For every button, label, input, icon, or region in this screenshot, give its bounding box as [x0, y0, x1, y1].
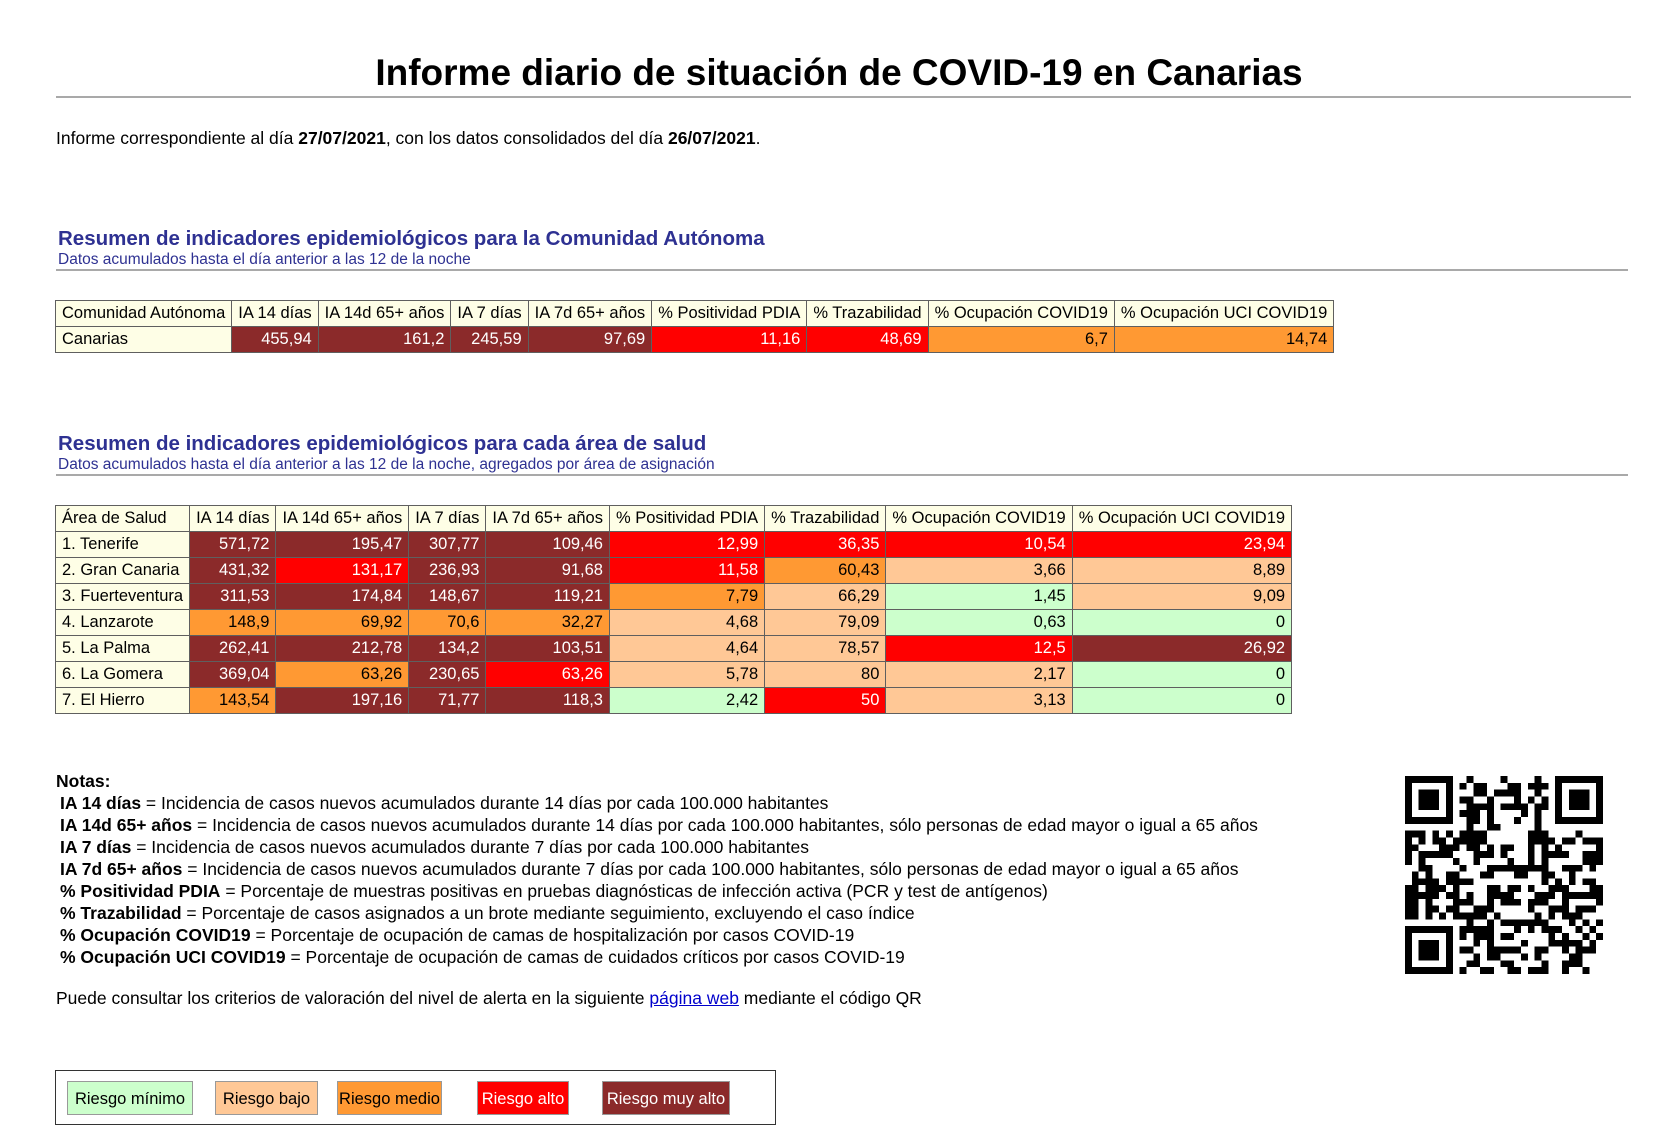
legend-item-low: Riesgo bajo	[215, 1081, 318, 1115]
value-cell: 63,26	[486, 662, 610, 688]
page-title: Informe diario de situación de COVID-19 en Canarias	[375, 52, 1303, 93]
value-cell: 0	[1072, 610, 1291, 636]
legend-item-very-high: Riesgo muy alto	[602, 1081, 730, 1115]
value-cell: 431,32	[190, 558, 276, 584]
value-cell: 455,94	[232, 327, 318, 353]
value-cell: 80	[765, 662, 886, 688]
value-cell: 0	[1072, 688, 1291, 714]
value-cell: 9,09	[1072, 584, 1291, 610]
value-cell: 63,26	[276, 662, 409, 688]
row-name-cell: 2. Gran Canaria	[56, 558, 190, 584]
column-header: % Trazabilidad	[807, 301, 928, 327]
legend-item-high: Riesgo alto	[477, 1081, 569, 1115]
value-cell: 571,72	[190, 532, 276, 558]
value-cell: 8,89	[1072, 558, 1291, 584]
value-cell: 369,04	[190, 662, 276, 688]
data-date: 26/07/2021	[667, 128, 756, 148]
value-cell: 307,77	[409, 532, 486, 558]
value-cell: 4,64	[609, 636, 764, 662]
value-cell: 245,59	[451, 327, 528, 353]
value-cell: 10,54	[886, 532, 1072, 558]
value-cell: 1,45	[886, 584, 1072, 610]
note-definition: = Porcentaje de casos asignados a un brote mediante seguimiento, excluyendo el caso índice	[181, 903, 915, 923]
table-header-row	[56, 301, 1334, 327]
qr-code-icon	[1405, 776, 1603, 974]
column-header: % Positividad PDIA	[609, 506, 764, 532]
value-cell: 161,2	[318, 327, 451, 353]
value-cell: 0	[1072, 662, 1291, 688]
row-name-cell: 3. Fuerteventura	[56, 584, 190, 610]
value-cell: 134,2	[409, 636, 486, 662]
legend-item-medium: Riesgo medio	[337, 1081, 442, 1115]
value-cell: 66,29	[765, 584, 886, 610]
section-areas-divider	[56, 474, 1628, 476]
notes-heading: Notas:	[56, 771, 111, 791]
risk-legend	[55, 1070, 776, 1125]
value-cell: 91,68	[486, 558, 610, 584]
value-cell: 236,93	[409, 558, 486, 584]
value-cell: 143,54	[190, 688, 276, 714]
column-header: IA 7 días	[409, 506, 486, 532]
value-cell: 36,35	[765, 532, 886, 558]
note-term: IA 7 días	[60, 837, 132, 857]
note-definition: = Incidencia de casos nuevos acumulados durante 14 días por cada 100.000 habitantes	[141, 793, 829, 813]
report-intro	[56, 128, 760, 149]
row-name-cell: 5. La Palma	[56, 636, 190, 662]
note-term: % Trazabilidad	[60, 903, 182, 923]
note-definition: = Incidencia de casos nuevos acumulados durante 7 días por cada 100.000 habitantes	[131, 837, 809, 857]
value-cell: 5,78	[609, 662, 764, 688]
note-item	[56, 814, 1258, 836]
value-cell: 78,57	[765, 636, 886, 662]
column-header: % Ocupación UCI COVID19	[1114, 301, 1333, 327]
table-row	[56, 532, 1292, 558]
note-item	[56, 902, 1258, 924]
value-cell: 311,53	[190, 584, 276, 610]
value-cell: 12,5	[886, 636, 1072, 662]
value-cell: 14,74	[1114, 327, 1333, 353]
table-header-row	[56, 506, 1292, 532]
report-date: 27/07/2021	[298, 128, 386, 148]
footer-text	[56, 988, 922, 1009]
note-definition: = Incidencia de casos nuevos acumulados durante 7 días por cada 100.000 habitantes, sólo personas de edad mayor o igual a 65 años	[182, 859, 1239, 879]
notes-list	[56, 792, 1258, 968]
intro-prefix: Informe correspondiente al día	[56, 128, 299, 148]
section-ca-title: Resumen de indicadores epidemiológicos para la Comunidad Autónoma	[58, 227, 765, 250]
value-cell: 60,43	[765, 558, 886, 584]
row-name-cell: 6. La Gomera	[56, 662, 190, 688]
value-cell: 212,78	[276, 636, 409, 662]
row-name-cell: Canarias	[56, 327, 232, 353]
value-cell: 2,42	[609, 688, 764, 714]
note-definition: = Porcentaje de muestras positivas en pruebas diagnósticas de infección activa (PCR y test de antígenos)	[220, 881, 1048, 901]
note-item	[56, 880, 1258, 902]
value-cell: 0,63	[886, 610, 1072, 636]
value-cell: 70,6	[409, 610, 486, 636]
note-item	[56, 836, 1258, 858]
section-ca-divider	[56, 269, 1628, 271]
column-header: IA 14d 65+ años	[276, 506, 409, 532]
value-cell: 11,16	[652, 327, 807, 353]
column-header: IA 7d 65+ años	[486, 506, 610, 532]
row-name-cell: 4. Lanzarote	[56, 610, 190, 636]
column-header: IA 7 días	[451, 301, 528, 327]
value-cell: 3,13	[886, 688, 1072, 714]
value-cell: 103,51	[486, 636, 610, 662]
note-definition: = Porcentaje de ocupación de camas de cuidados críticos por casos COVID-19	[285, 947, 905, 967]
note-term: % Ocupación COVID19	[60, 925, 251, 945]
areas-indicators-table	[55, 505, 1292, 714]
ca-indicators-table	[55, 300, 1334, 353]
value-cell: 131,17	[276, 558, 409, 584]
value-cell: 79,09	[765, 610, 886, 636]
column-header: % Ocupación COVID19	[886, 506, 1072, 532]
table-row	[56, 610, 1292, 636]
value-cell: 118,3	[486, 688, 610, 714]
column-header: % Ocupación COVID19	[928, 301, 1114, 327]
value-cell: 174,84	[276, 584, 409, 610]
footer-suffix: mediante el código QR	[738, 988, 922, 1008]
value-cell: 262,41	[190, 636, 276, 662]
value-cell: 12,99	[609, 532, 764, 558]
table-row	[56, 584, 1292, 610]
column-header: % Trazabilidad	[765, 506, 886, 532]
footer-prefix: Puede consultar los criterios de valoración del nivel de alerta en la siguiente	[56, 988, 650, 1008]
value-cell: 6,7	[928, 327, 1114, 353]
table-row	[56, 662, 1292, 688]
value-cell: 26,92	[1072, 636, 1291, 662]
intro-middle: , con los datos consolidados del día	[385, 128, 668, 148]
note-term: % Ocupación UCI COVID19	[60, 947, 286, 967]
value-cell: 230,65	[409, 662, 486, 688]
title-divider	[56, 96, 1631, 98]
value-cell: 148,67	[409, 584, 486, 610]
notes-section	[56, 770, 1258, 968]
note-definition: = Porcentaje de ocupación de camas de hospitalización por casos COVID-19	[250, 925, 855, 945]
row-name-cell: 1. Tenerife	[56, 532, 190, 558]
value-cell: 109,46	[486, 532, 610, 558]
value-cell: 197,16	[276, 688, 409, 714]
value-cell: 195,47	[276, 532, 409, 558]
value-cell: 119,21	[486, 584, 610, 610]
value-cell: 32,27	[486, 610, 610, 636]
criteria-link[interactable]: página web	[649, 988, 739, 1008]
column-header: % Positividad PDIA	[652, 301, 807, 327]
column-header: Área de Salud	[56, 506, 190, 532]
value-cell: 50	[765, 688, 886, 714]
value-cell: 69,92	[276, 610, 409, 636]
column-header: Comunidad Autónoma	[56, 301, 232, 327]
section-areas-subtitle: Datos acumulados hasta el día anterior a las 12 de la noche, agregados por área de asignación	[58, 456, 715, 473]
value-cell: 48,69	[807, 327, 928, 353]
value-cell: 11,58	[609, 558, 764, 584]
note-item	[56, 924, 1258, 946]
table-row	[56, 327, 1334, 353]
note-definition: = Incidencia de casos nuevos acumulados durante 14 días por cada 100.000 habitantes, sólo personas de edad mayor o igual a 65 años	[192, 815, 1258, 835]
value-cell: 97,69	[528, 327, 652, 353]
value-cell: 2,17	[886, 662, 1072, 688]
table-row	[56, 636, 1292, 662]
value-cell: 23,94	[1072, 532, 1291, 558]
value-cell: 7,79	[609, 584, 764, 610]
value-cell: 71,77	[409, 688, 486, 714]
column-header: IA 14 días	[190, 506, 276, 532]
table-row	[56, 688, 1292, 714]
legend-item-minimum: Riesgo mínimo	[67, 1081, 193, 1115]
note-term: IA 7d 65+ años	[60, 859, 183, 879]
note-term: % Positividad PDIA	[60, 881, 221, 901]
note-item	[56, 946, 1258, 968]
note-item	[56, 792, 1258, 814]
row-name-cell: 7. El Hierro	[56, 688, 190, 714]
note-item	[56, 858, 1258, 880]
value-cell: 3,66	[886, 558, 1072, 584]
column-header: IA 7d 65+ años	[528, 301, 652, 327]
note-term: IA 14 días	[60, 793, 142, 813]
column-header: % Ocupación UCI COVID19	[1072, 506, 1291, 532]
intro-suffix: .	[755, 128, 761, 148]
note-term: IA 14d 65+ años	[60, 815, 193, 835]
column-header: IA 14d 65+ años	[318, 301, 451, 327]
table-row	[56, 558, 1292, 584]
value-cell: 4,68	[609, 610, 764, 636]
section-ca-subtitle: Datos acumulados hasta el día anterior a las 12 de la noche	[58, 251, 471, 268]
section-areas-title: Resumen de indicadores epidemiológicos para cada área de salud	[58, 432, 707, 455]
value-cell: 148,9	[190, 610, 276, 636]
column-header: IA 14 días	[232, 301, 318, 327]
